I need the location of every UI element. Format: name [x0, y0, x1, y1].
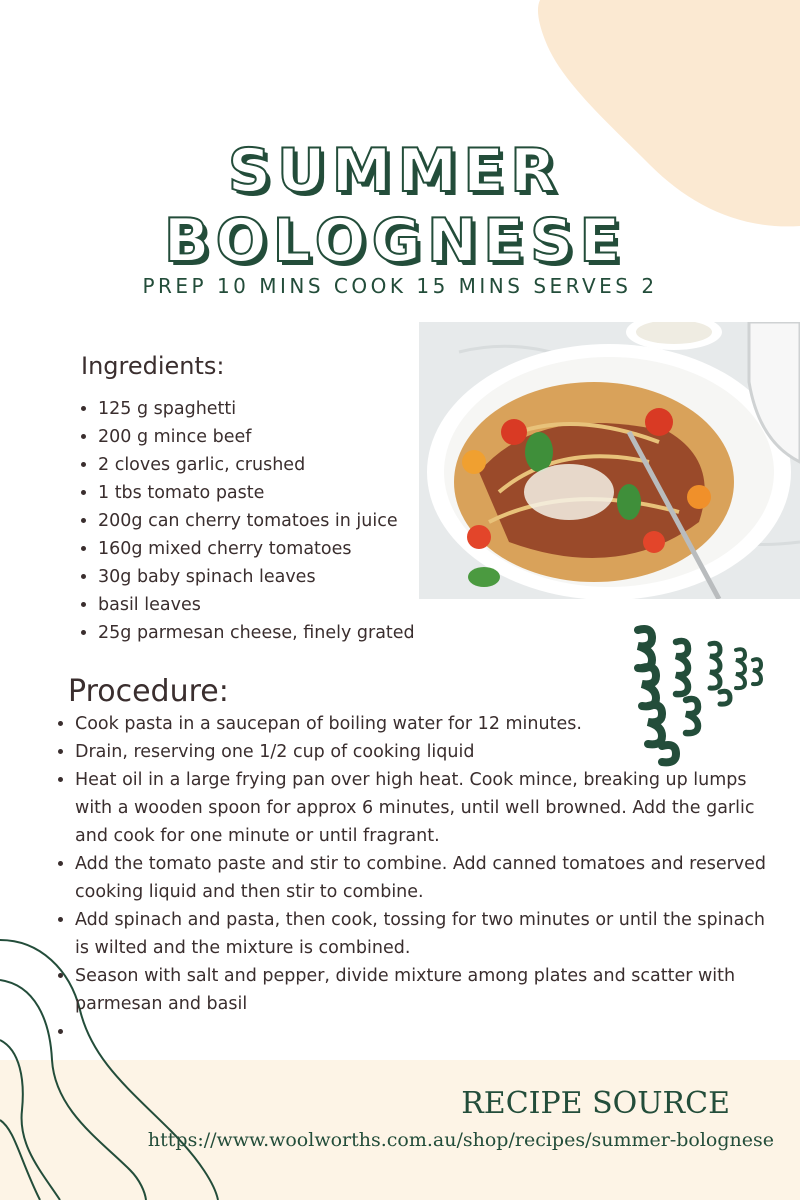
procedure-list [56, 710, 775, 1046]
list-item: • Drain, reserving one 1/2 cup of cooking liquid [75, 738, 775, 766]
list-item: • 2 cloves garlic, crushed [98, 451, 415, 479]
ingredients-heading: Ingredients: [81, 352, 225, 380]
recipe-source-link[interactable]: https://www.woolworths.com.au/shop/recipes/summer-bolognese [147, 1129, 774, 1151]
list-item: • basil leaves [98, 591, 415, 619]
procedure-heading: Procedure: [68, 674, 229, 709]
list-item: • 125 g spaghetti [98, 395, 415, 423]
recipe-source-heading: RECIPE SOURCE [461, 1086, 730, 1121]
list-item: • 200 g mince beef [98, 423, 415, 451]
list-item: • 25g parmesan cheese, finely grated [98, 619, 415, 647]
list-item: • Add the tomato paste and stir to combine. Add canned tomatoes and reserved cooking liquid and then stir to combine. [75, 850, 775, 906]
prep-cook-serves: PREP 10 MINS COOK 15 MINS SERVES 2 [142, 274, 658, 298]
list-item: • Season with salt and pepper, divide mixture among plates and scatter with parmesan and basil [75, 962, 775, 1018]
list-item: • 160g mixed cherry tomatoes [98, 535, 415, 563]
list-item: • 200g can cherry tomatoes in juice [98, 507, 415, 535]
pasta-photo [419, 322, 800, 599]
list-item [75, 1018, 775, 1046]
list-item: • 30g baby spinach leaves [98, 563, 415, 591]
list-item: • Heat oil in a large frying pan over high heat. Cook mince, breaking up lumps with a wooden spoon for approx 6 minutes, until well browned. Add the garlic and cook for one minute or until fragrant. [75, 766, 775, 850]
list-item: • 1 tbs tomato paste [98, 479, 415, 507]
list-item: • Cook pasta in a saucepan of boiling water for 12 minutes. [75, 710, 775, 738]
ingredients-list [78, 395, 415, 647]
recipe-title: SUMMER BOLOGNESE [163, 136, 627, 276]
list-item: • Add spinach and pasta, then cook, tossing for two minutes or until the spinach is wilted and the mixture is combined. [75, 906, 775, 962]
